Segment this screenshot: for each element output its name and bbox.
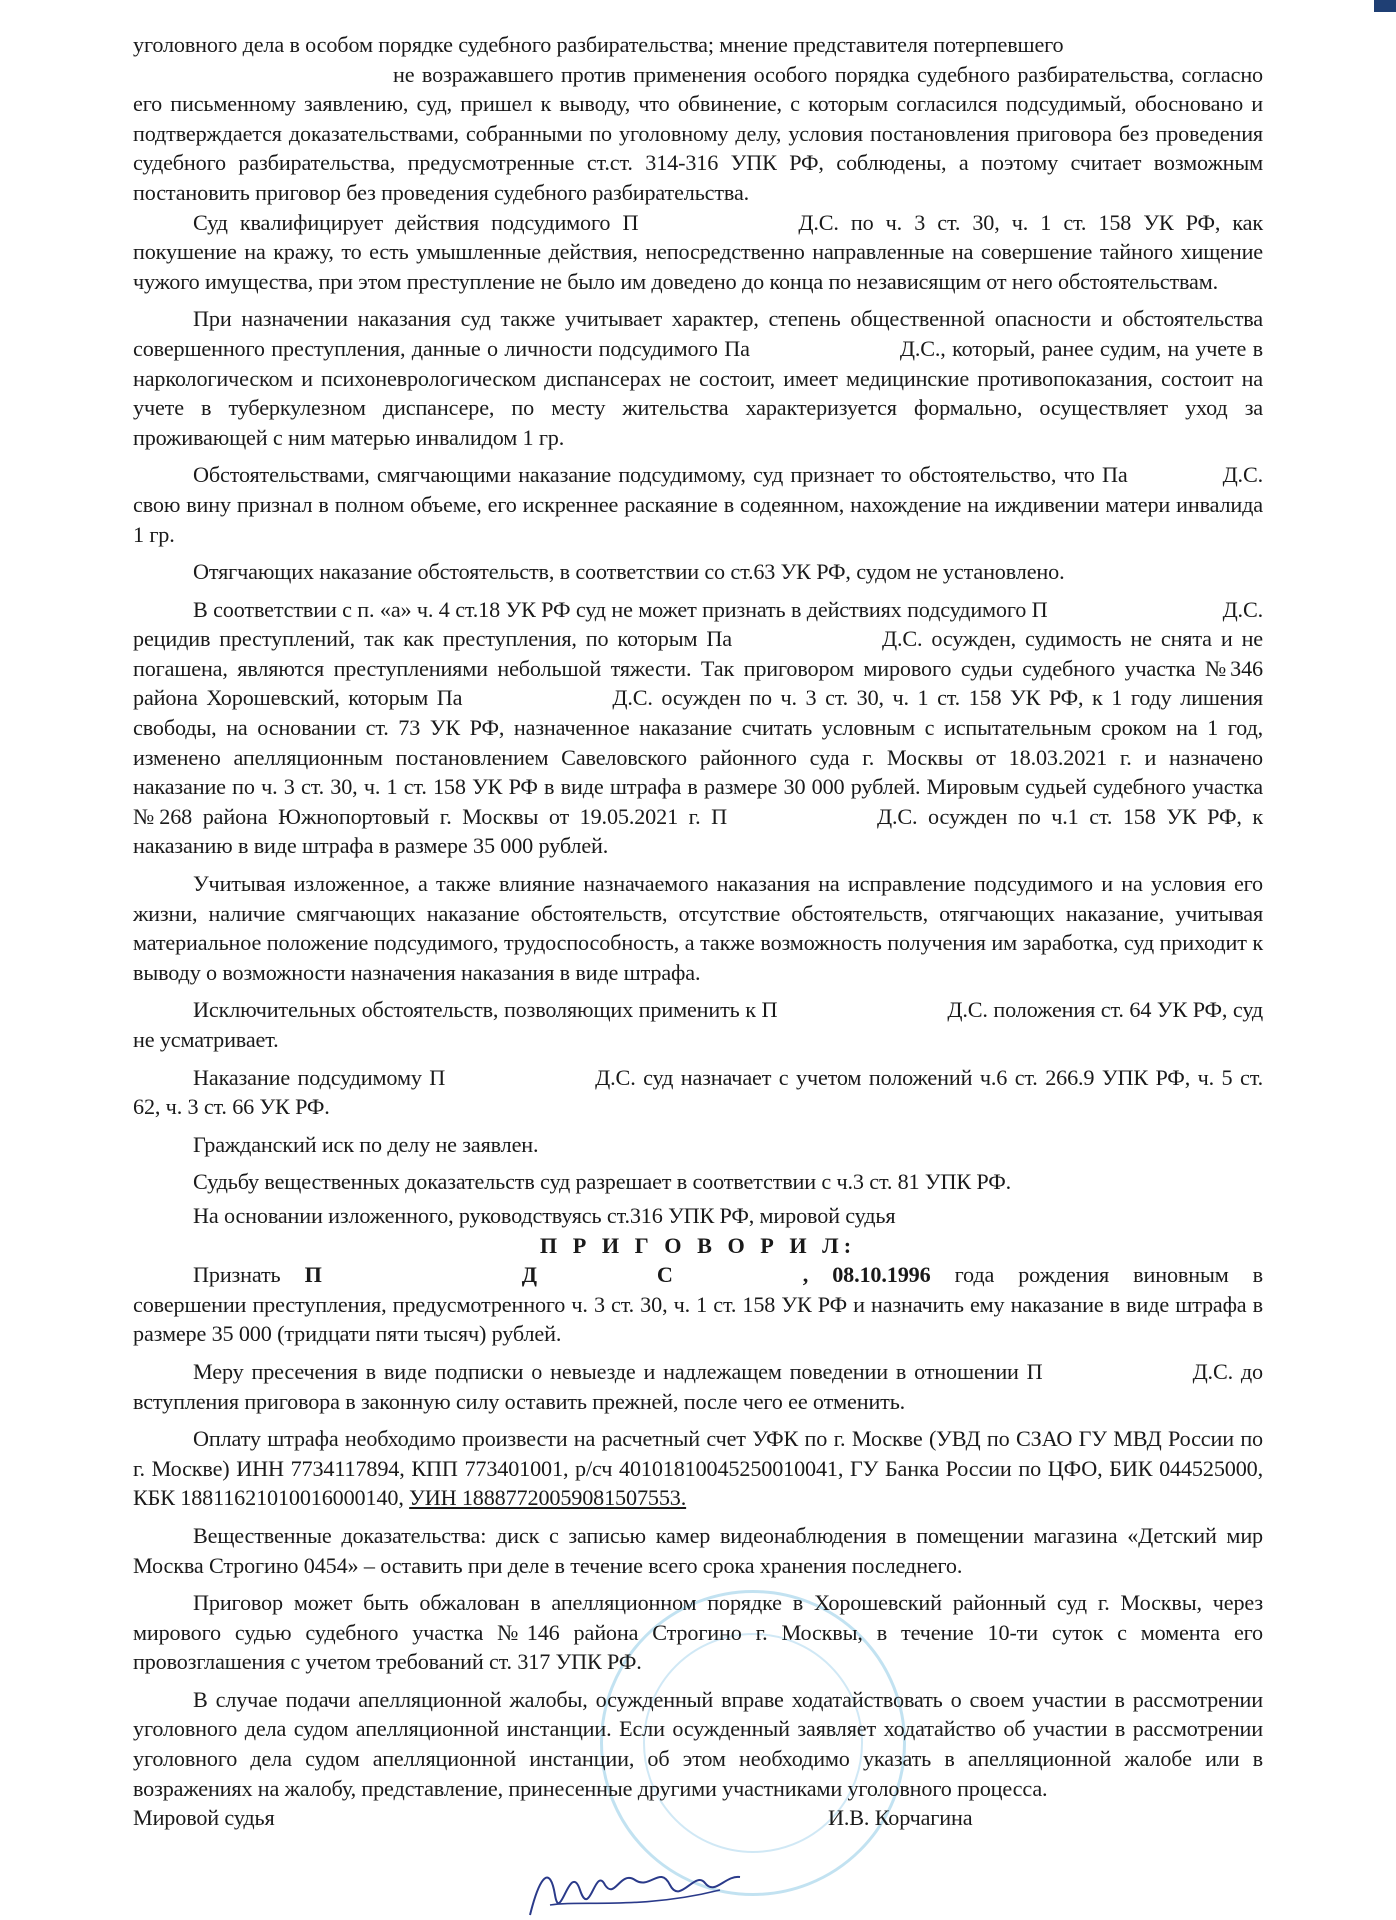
text-span: Наказание подсудимому П: [193, 1064, 446, 1090]
paragraph: уголовного дела в особом порядке судебного разбирательства; мнение представителя потерпевшего: [133, 32, 1064, 57]
text-span: Д.С. осужден по ч.1 ст. 158 УК РФ, к наказанию в виде штрафа в размере 35 000 рублей.: [133, 803, 1264, 859]
paragraph: [133, 1063, 1263, 1122]
corner-mark: [1374, 0, 1396, 12]
text-span: В соответствии с п. «а» ч. 4 ст.18 УК РФ суд не может признать в действиях подсудимого П: [193, 596, 1048, 622]
paragraph: Вещественные доказательства: диск с записью камер видеонаблюдения в помещении магазина «Детский мир Москва Строгино 0454» – оставить при деле в течение всего срока хранения последнего.: [133, 1522, 1263, 1578]
text-span: Суд квалифицирует действия подсудимого П: [193, 209, 639, 235]
paragraph: Гражданский иск по делу не заявлен.: [193, 1131, 539, 1157]
text-span: При назначении наказания суд также учитывает характер, степень общественной опасности и обстоятельства совершенного преступления, данные о личности подсудимого Па: [133, 306, 1263, 361]
text-span: Оплату штрафа необходимо произвести на расчетный счет УФК по г. Москве (УВД по СЗАО ГУ МВД России по г. Москве) ИНН 7734117894, КПП 773401001, р/сч 40101810045250010041, ГУ Банка России по ЦФО, БИК 044525000, КБК 18811621010016000140,: [133, 1426, 1263, 1511]
text-span: Исключительных обстоятельств, позволяющих применить к П: [193, 997, 778, 1023]
paragraph: [133, 1260, 1263, 1349]
text-span: Д.С., который, ранее судим, на учете в наркологическом и психоневрологическом диспансерах не состоит, имеет медицинские противопоказания, состоит на учете в туберкулезном диспансере, по месту жительства характеризуется формально, осуществляет уход за проживающей с ним матерью инвалидом 1 гр.: [133, 335, 1263, 450]
paragraph: Приговор может быть обжалован в апелляционном порядке в Хорошевский районный суд г. Москвы, через мирового судью судебного участка №146 района Строгино г. Москвы, в течение 10-ти суток с момента его провозглашения с учетом требований ст. 317 УПК РФ.: [133, 1590, 1263, 1675]
paragraph: [133, 460, 1263, 549]
paragraph: [133, 1357, 1263, 1416]
judge-signature: [520, 1855, 760, 1920]
paragraph: Отягчающих наказание обстоятельств, в соответствии со ст.63 УК РФ, судом не установлено.: [193, 559, 1065, 585]
paragraph: не возражавшего против применения особого порядка судебного разбирательства, согласно его письменному заявлению, суд, пришел к выводу, что обвинение, с которым согласился подсудимый, обосновано и подтверждается доказательствами, собранными по уголовному делу, условия постановления приговора без проведения судебного разбирательства, предусмотренные ст.ст. 314-316 УПК РФ, соблюдены, а поэтому считает возможным постановить приговор без проведения судебного разбирательства.: [133, 61, 1263, 205]
signer-role: Мировой судья: [133, 1805, 275, 1831]
initial-d: Д: [521, 1262, 537, 1288]
paragraph: На основании изложенного, руководствуясь ст.316 УПК РФ, мировой судья: [193, 1202, 896, 1228]
initial-s: С: [656, 1262, 673, 1288]
text-span: Д.С. осужден по ч. 3 ст. 30, ч. 1 ст. 158 УК РФ, к 1 году лишения свободы, на основании ст. 73 УК РФ, назначенное наказание считать условным с испытательным сроком на 1 год, изменено апелляционным постановлением Савеловского районного суда г. Москвы от 18.03.2021 г. и назначено наказание по ч. 3 ст. 30, ч. 1 ст. 158 УК РФ в виде штрафа в размере 30 000 рублей. Мировым судьей судебного участка №268 района Южнопортовый г. Москвы от 19.05.2021 г. П: [133, 685, 1263, 829]
text-span: года рождения виновным в совершении преступления, предусмотренного ч. 3 ст. 30, ч. 1 ст. 158 УК РФ и назначить ему наказание в виде штрафа в размере 35 000 (тридцати пяти тысяч) рублей.: [133, 1262, 1263, 1347]
paragraph: [133, 995, 1263, 1054]
date-of-birth: , 08.10.1996: [802, 1262, 931, 1288]
paragraph: [133, 1424, 1263, 1513]
initial-p: П: [304, 1262, 322, 1288]
text-span: Д.С. рецидив преступлений, так как преступления, по которым Па: [133, 596, 1263, 652]
text-span: Д.С. положения ст. 64 УК РФ, суд не усматривает.: [133, 997, 1264, 1052]
signer-name: И.В. Корчагина: [828, 1805, 973, 1831]
verdict-heading: П Р И Г О В О Р И Л:: [539, 1232, 857, 1258]
signature-row: [133, 1803, 1263, 1833]
text-span: Меру пресечения в виде подписки о невыезде и надлежащем поведении в отношении П: [193, 1358, 1043, 1384]
text-span: Д.С. до вступления приговора в законную силу оставить прежней, после чего ее отменить.: [133, 1358, 1263, 1414]
text-span: Д.С. свою вину признал в полном объеме, его искреннее раскаяние в содеянном, нахождение на иждивении матери инвалида 1 гр.: [133, 462, 1263, 547]
paragraph: Учитывая изложенное, а также влияние назначаемого наказания на исправление подсудимого и на условия его жизни, наличие смягчающих наказание обстоятельств, отсутствие обстоятельств, отягчающих наказание, учитывая материальное положение подсудимого, трудоспособность, а также возможность получения им заработка, суд приходит к выводу о возможности назначения наказания в виде штрафа.: [133, 871, 1263, 985]
text-span: Д.С. осужден, судимость не снята и не погашена, являются преступлениями небольшой тяжести. Так приговором мирового судьи судебного участка №346 района Хорошевский, которым Па: [133, 626, 1263, 711]
text-span: Д.С. по ч. 3 ст. 30, ч. 1 ст. 158 УК РФ, как покушение на кражу, то есть умышленные действия, непосредственно направленные на совершение тайного хищение чужого имущества, при этом преступление не было им доведено до конца по независящим от него обстоятельствам.: [133, 209, 1264, 294]
document-page: [133, 30, 1263, 1833]
text-span: Д.С. суд назначает с учетом положений ч.6 ст. 266.9 УПК РФ, ч. 5 ст. 62, ч. 3 ст. 66 УК РФ.: [133, 1064, 1263, 1120]
paragraph: Судьбу вещественных доказательств суд разрешает в соответствии с ч.3 ст. 81 УПК РФ.: [193, 1169, 1011, 1195]
text-span: Обстоятельствами, смягчающими наказание подсудимому, суд признает то обстоятельство, что Па: [193, 462, 1128, 488]
paragraph: [133, 304, 1263, 452]
paragraph: В случае подачи апелляционной жалобы, осужденный вправе ходатайствовать о своем участии в рассмотрении уголовного дела судом апелляционной инстанции. Если осужденный заявляет ходатайство об участии в рассмотрении уголовного дела судом апелляционной инстанции, об этом необходимо указать в апелляционной жалобе или в возражениях на жалобу, представление, принесенные другими участниками уголовного процесса.: [133, 1686, 1263, 1801]
paragraph: [133, 595, 1263, 861]
text-span: Признать: [193, 1262, 281, 1288]
paragraph: [133, 208, 1263, 297]
uin-code: УИН 18887720059081507553.: [409, 1485, 687, 1511]
